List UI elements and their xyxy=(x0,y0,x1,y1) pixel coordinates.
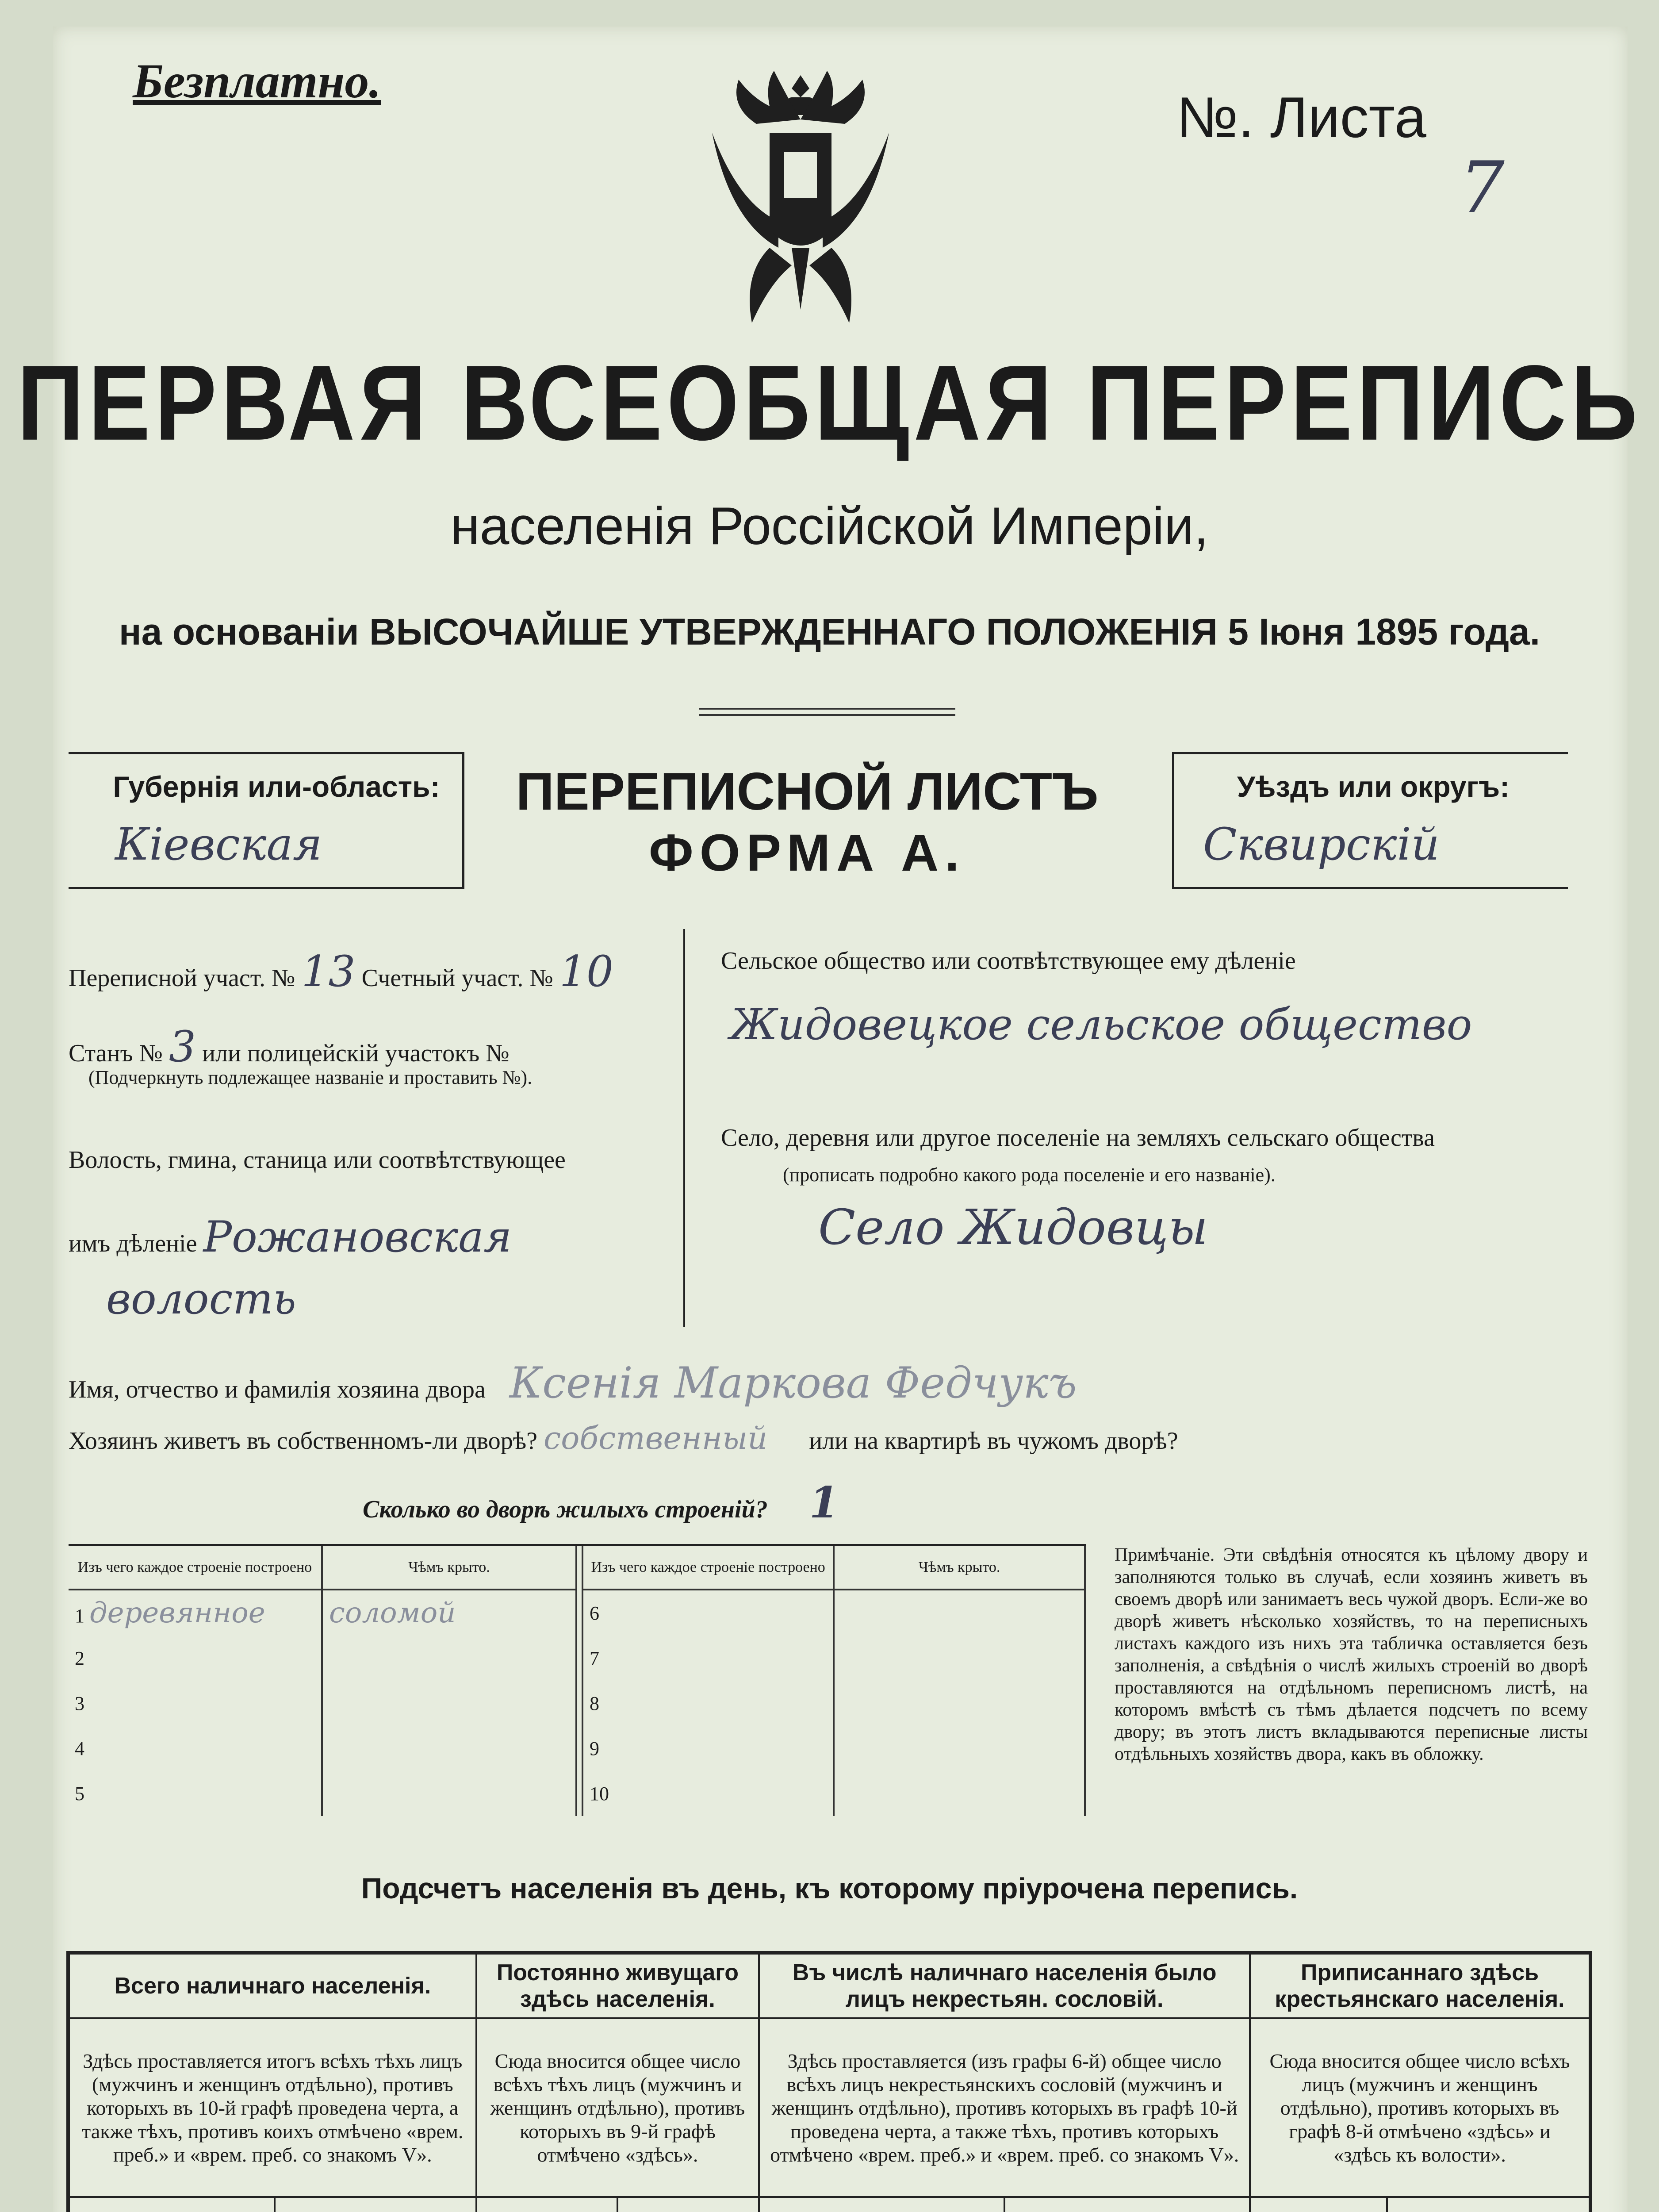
village-label: Село, деревня или другое поселеніе на земляхъ сельскаго общества xyxy=(721,1124,1435,1152)
count-section-label: Счетный участ. № xyxy=(361,964,553,992)
roof-cell[interactable] xyxy=(322,1726,576,1771)
col-title: Постоянно живущаго здѣсь населенія. xyxy=(476,1953,759,2018)
census-table xyxy=(66,1951,1592,2212)
legal-basis: на основаніи ВЫСОЧАЙШЕ УТВЕРЖДЕННАГО ПОЛОЖЕНІЯ 5 Іюня 1895 года. xyxy=(119,611,1540,653)
buildings-table-right xyxy=(582,1546,1086,1816)
col-zh xyxy=(1387,2197,1590,2212)
col-m xyxy=(1250,2197,1387,2212)
roof-value[interactable]: соломой xyxy=(329,1597,456,1629)
roof-cell[interactable] xyxy=(322,1771,576,1816)
col-zh xyxy=(275,2197,476,2212)
col-zh xyxy=(1004,2197,1250,2212)
row-number: 6 xyxy=(582,1590,834,1636)
col-desc: Сюда вносится общее число всѣхъ лицъ (мужчинъ и женщинъ отдѣльно), противъ которыхъ въ графѣ 8-й отмѣчено «здѣсь» и «здѣсь къ волости». xyxy=(1250,2018,1590,2197)
row-number: 5 xyxy=(69,1771,322,1816)
row-number: 2 xyxy=(69,1636,322,1681)
col-material: Изъ чего каждое строеніе построено xyxy=(69,1546,322,1590)
underline-note: (Подчеркнуть подлежащее названіе и проставить №). xyxy=(88,1067,533,1088)
col-roof: Чѣмъ крыто. xyxy=(322,1546,576,1590)
table-row xyxy=(582,1636,1085,1681)
society-label: Сельское общество или соотвѣтствующее ему дѣленіе xyxy=(721,947,1296,975)
owner-lives-label: Хозяинъ живетъ въ собственномъ-ли дворѣ? xyxy=(69,1427,538,1455)
roof-cell[interactable] xyxy=(834,1681,1085,1726)
roof-cell[interactable] xyxy=(834,1771,1085,1816)
uezd-value[interactable]: Сквирскій xyxy=(1203,818,1440,870)
row-number: 1 xyxy=(75,1605,84,1627)
census-heading: Подсчетъ населенія въ день, къ которому пріурочена перепись. xyxy=(361,1872,1298,1905)
volost-label: Волость, гмина, станица или соотвѣтствующее xyxy=(69,1146,566,1174)
owner-value[interactable]: Ксенія Маркова Федчукъ xyxy=(509,1358,1077,1408)
table-row xyxy=(582,1771,1085,1816)
col-desc: Здѣсь проставляется итогъ всѣхъ тѣхъ лицъ (мужчинъ и женщинъ отдѣльно), противъ которыхъ въ 10-й графѣ проведена черта, а также тѣхъ, противъ коихъ отмѣчено «врем. преб.» и «врем. преб. со знакомъ V». xyxy=(68,2018,476,2197)
row-number: 8 xyxy=(582,1681,834,1726)
census-section-row xyxy=(69,947,613,996)
table-row xyxy=(69,1771,576,1816)
double-headed-eagle-icon xyxy=(703,62,898,336)
col-zh xyxy=(617,2197,759,2212)
roof-cell[interactable] xyxy=(322,1636,576,1681)
row-number: 7 xyxy=(582,1636,834,1681)
material-value[interactable]: деревянное xyxy=(89,1597,265,1629)
police-label: или полицейскій участокъ № xyxy=(202,1040,510,1067)
col-title: Всего наличнаго населенія. xyxy=(68,1953,476,2018)
apartment-label: или на квартирѣ въ чужомъ дворѣ? xyxy=(809,1427,1178,1455)
count-section-value[interactable]: 10 xyxy=(559,947,613,996)
stan-value[interactable]: 3 xyxy=(169,1022,196,1071)
sheet-number-value: 7 xyxy=(1460,146,1505,229)
col-roof: Чѣмъ крыто. xyxy=(834,1546,1085,1590)
free-label: Безплатно. xyxy=(133,54,381,108)
buildings-label: Сколько во дворѣ жилыхъ строеній? xyxy=(363,1496,768,1523)
society-row xyxy=(721,947,1296,975)
col-material: Изъ чего каждое строеніе построено xyxy=(582,1546,834,1590)
col-title: Приписаннаго здѣсь крестьянскаго населенія. xyxy=(1250,1953,1590,2018)
guberniya-value[interactable]: Кіевская xyxy=(115,818,322,870)
col-desc: Сюда вносится общее число всѣхъ тѣхъ лицъ (мужчинъ и женщинъ отдѣльно), противъ которыхъ въ 9-й графѣ отмѣчено «здѣсь». xyxy=(476,2018,759,2197)
census-section-label: Переписной участ. № xyxy=(69,964,295,992)
stan-label: Станъ № xyxy=(69,1040,163,1067)
table-row xyxy=(69,1726,576,1771)
roof-cell[interactable] xyxy=(834,1636,1085,1681)
table-row xyxy=(582,1590,1085,1636)
owner-lives-value[interactable]: собственный xyxy=(544,1420,768,1456)
row-number: 3 xyxy=(69,1681,322,1726)
roof-cell[interactable] xyxy=(322,1681,576,1726)
owner-lives-row xyxy=(69,1420,1178,1456)
row-number: 9 xyxy=(582,1726,834,1771)
uezd-label: Уѣздъ или округъ: xyxy=(1237,770,1510,803)
table-row xyxy=(582,1681,1085,1726)
census-section-value[interactable]: 13 xyxy=(301,947,356,996)
buildings-row xyxy=(363,1478,839,1528)
col-m xyxy=(759,2197,1004,2212)
village-note: (прописать подробно какого рода поселеніе и его названіе). xyxy=(783,1164,1276,1186)
volost-row xyxy=(69,1212,512,1262)
volost-value-2[interactable]: волость xyxy=(106,1274,296,1324)
guberniya-label: Губернія или-область: xyxy=(113,770,440,803)
roof-cell[interactable] xyxy=(834,1726,1085,1771)
form-subtitle: ФОРМА А. xyxy=(649,824,966,882)
row-number: 10 xyxy=(582,1771,834,1816)
buildings-value[interactable]: 1 xyxy=(809,1478,839,1528)
table-top-rule xyxy=(69,1544,1086,1546)
ornament-divider xyxy=(699,708,955,716)
sheet-number-label: №. Листа xyxy=(1176,85,1427,150)
table-row xyxy=(69,1636,576,1681)
column-divider xyxy=(683,929,685,1327)
col-m xyxy=(476,2197,618,2212)
owner-label: Имя, отчество и фамилія хозяина двора xyxy=(69,1376,486,1403)
buildings-table-left xyxy=(69,1546,577,1816)
col-title: Въ числѣ наличнаго населенія было лицъ некрестьян. сословій. xyxy=(759,1953,1250,2018)
row-number: 4 xyxy=(69,1726,322,1771)
table-row xyxy=(582,1726,1085,1771)
table-row xyxy=(69,1590,576,1636)
page-subtitle: населенія Россійской Имперіи, xyxy=(450,496,1209,556)
col-desc: Здѣсь проставляется (изъ графы 6-й) общее число всѣхъ лицъ некрестьянскихъ сословій (мужчинъ и женщинъ отдѣльно), противъ которыхъ въ графѣ 10-й проведена черта, а также тѣхъ, противъ которыхъ отмѣчено «врем. преб.» и «врем. преб. со знакомъ V». xyxy=(759,2018,1250,2197)
form-title: ПЕРЕПИСНОЙ ЛИСТЪ xyxy=(516,762,1099,821)
village-value[interactable]: Село Жидовцы xyxy=(818,1199,1208,1256)
stan-row xyxy=(69,1022,510,1071)
volost-value[interactable]: Рожановская xyxy=(203,1212,512,1262)
buildings-note: Примѣчаніе. Эти свѣдѣнія относятся къ цѣлому двору и заполняются только въ случаѣ, если хозяинъ живетъ въ своемъ дворѣ или занимаетъ весь чужой дворъ. Если-же во дворѣ живетъ нѣсколько хозяйствъ, то на переписныхъ листахъ каждого изъ нихъ эта табличка оставляется безъ заполненія, а свѣдѣнія о числѣ жилыхъ строеній во дворѣ проставляются на отдѣльномъ переписномъ листѣ, на которомъ вмѣстѣ съ тѣмъ дѣлается подсчетъ по всему двору; въ этотъ листъ вкладываются переписные листы отдѣльныхъ хозяйствъ двора, какъ въ обложку. xyxy=(1115,1545,1588,1764)
col-m xyxy=(68,2197,275,2212)
page-title: ПЕРВАЯ ВСЕОБЩАЯ ПЕРЕПИСЬ xyxy=(17,343,1642,463)
table-row xyxy=(69,1681,576,1726)
roof-cell[interactable] xyxy=(834,1590,1085,1636)
volost-label-2: имъ дѣленіе xyxy=(69,1230,197,1257)
owner-row xyxy=(69,1358,1077,1408)
society-value[interactable]: Жидовецкое сельское общество xyxy=(730,1000,1472,1049)
